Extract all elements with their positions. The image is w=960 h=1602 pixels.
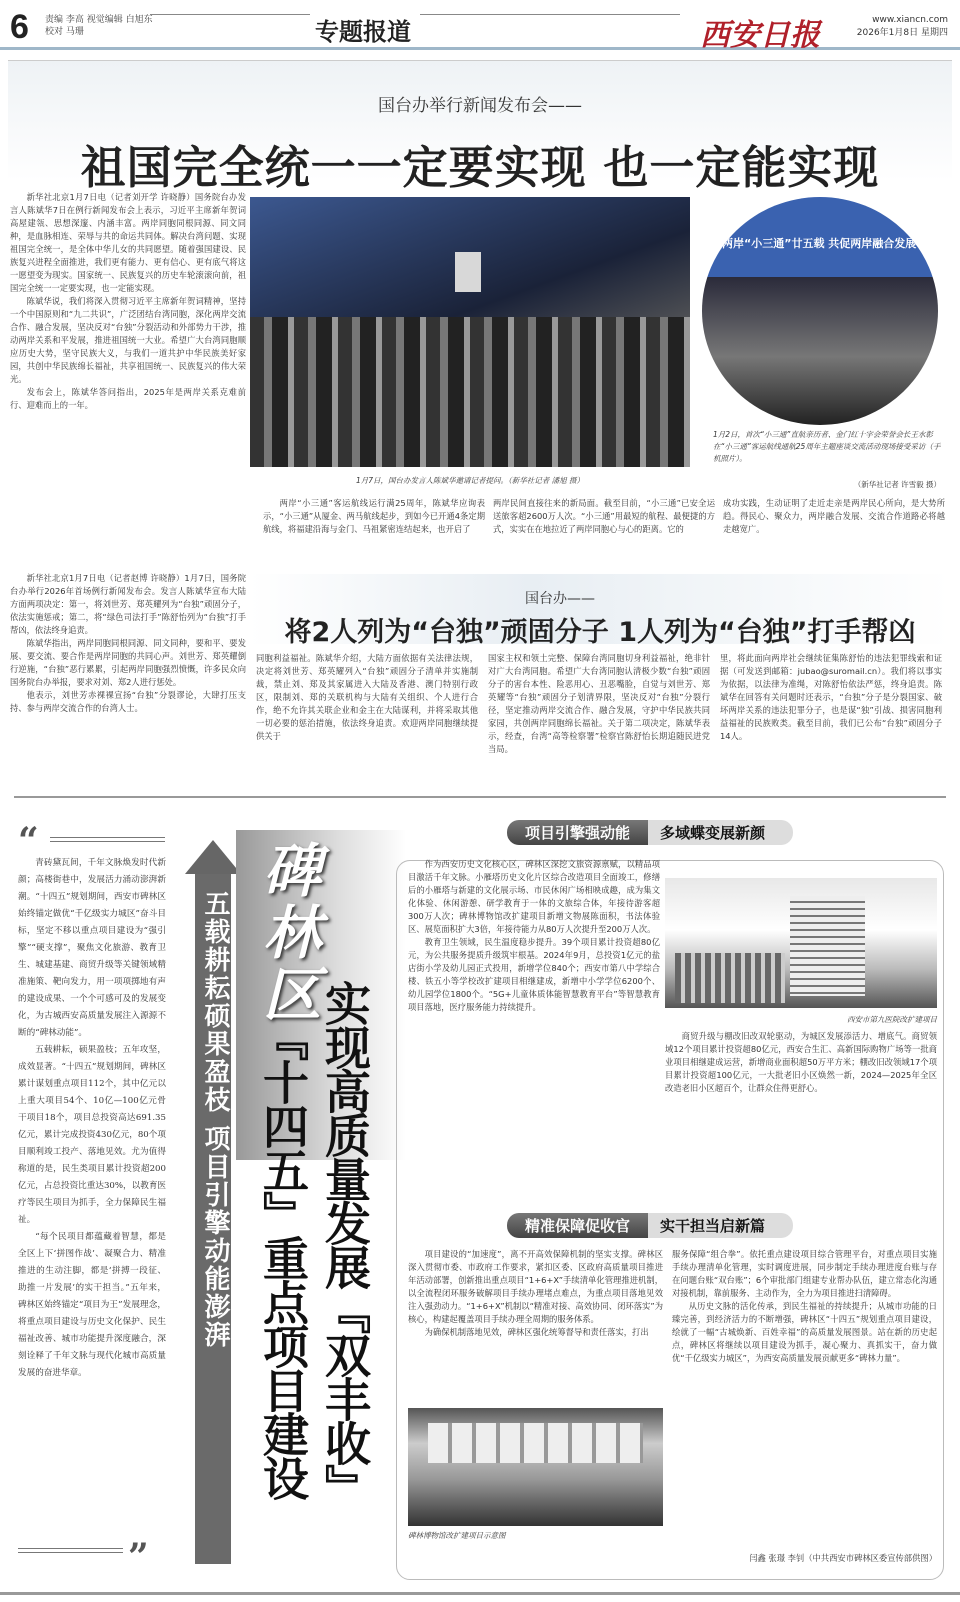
museum-rendering-photo [408,1408,663,1526]
story-2-headline: 将2人列为“台独”顽固分子 1人列为“台独”打手帮凶 [284,617,916,648]
paragraph: 陈斌华说，我们将深入贯彻习近平主席新年贺词精神，坚持一个中国原则和“九二共识”，广泛团结台湾同胞，深化两岸交流合作、融合发展，坚决反对“台独”分裂活动和外部势力干涉，推动两岸关系和平发展，推进祖国统一大业。希望广大台湾同胞顺应历史大势，坚守民族大义，与我们一道共护中华民族美好家园，共创中华民族绵长福祉，共享祖国统一、民族复兴的伟大荣光。 [10,296,246,384]
paragraph: 发布会上，陈斌华答问指出，2025年是两岸关系克难前行、迎难而上的一年。 [10,387,246,410]
story-1-body [10,191,246,537]
heading-label: 项目引擎强动能 [507,820,648,845]
paragraph: 国家主权和领土完整、保障台湾同胞切身利益福祉，绝非针对广大台湾同胞。希望广大台湾同胞认清极少数“台独”顽固分子的害台本性、险恶用心、丑恶嘴脸，自觉与刘世芳、郑英耀等“台独”顽固分子划清界限，坚决反对“台独”分裂行径，坚定推动两岸交流合作、融合发展，守护中华民族共同家园，共创两岸同胞绵长福祉。关于第二项决定，陈斌华表示，经查，台湾“高等检察署”检察官陈舒怡长期追随民进党当局。 [488,653,710,754]
section-heading-2 [507,1213,793,1237]
feature-intro [18,855,166,1535]
paragraph: 项目建设的“加速度”，离不开高效保障机制的坚实支撑。碑林区深入贯彻市委、市政府工作要求，紧扣区委、区政府高质量项目推进年活动部署，创新推出重点项目“1+6+X”手续清单化管理推进机制，以全流程闭环服务破解项目手续办理堵点难点，为重点项目落地见效注入强劲动力。“1+6+X”机制以“精准对接、高效协同、闭环落实”为核心，构建起覆盖项目手续办理全周期的服务体系。 [408,1249,663,1324]
paragraph: 新华社北京1月7日电（记者赵博 许晓静）1月7日，国务院台办举行2026年首场例行新闻发布会。发言人陈斌华宣布大陆方面两项决定：第一，将刘世芳、郑英耀列为“台独”顽固分子，依法实施惩戒；第二，将“绿色司法打手”陈舒怡列为“台独”打手帮凶，依法终身追责。 [10,573,246,635]
district-name: 碑林区 [253,840,321,1026]
circle-photo [702,197,938,425]
credits [45,14,153,38]
quote-close-icon: ” [128,1536,149,1578]
paragraph: 商贸升级与棚改旧改双轮驱动，为城区发展添活力、增底气。商贸领域12个项目累计投资超80亿元，西安合生汇、高新国际购物广场等一批商业项目相继建成运营，新增商业面积超50万平方米；棚改旧改领域17个项目累计投资超100亿元，一大批老旧小区焕然一新，2024—2025年全区改造老旧小区超百个，让群众住得更舒心。 [665,1031,937,1093]
story-1-kicker: 国台办举行新闻发布会—— [378,96,582,116]
paragraph: 同胞利益福祉。陈斌华介绍，大陆方面依据有关法律法规，决定将刘世芳、郑英耀列入“台独”顽固分子清单并实施制裁，禁止刘、郑及其家属进入大陆及香港、澳门特别行政区，限制刘、郑的关联机构与大陆有关组织、个人进行合作，绝不允许其关联企业和金主在大陆谋利，并将采取其他一切必要的惩治措施，依法终身追责。欢迎两岸同胞继续提供关于 [256,653,478,741]
story-1-lower-col [723,497,945,543]
heading-label: 实干担当启新篇 [648,1213,793,1238]
press-conference-photo [250,197,690,467]
paragraph: “每个民项目都蕴藏着智慧，都是全区上下‘拼图作战’、凝聚合力、精准推进的生动注脚，都是‘拼搏一段征、助推一片发展’的实干担当。”五年来，碑林区始终锚定“项目为王”发展理念，将重点项目建设与历史文化保护、民生福祉改善、城市功能提升深度融合，深刻诠释了千年文脉与现代化城市高质量发展的奋进华章。 [18,1232,166,1378]
paragraph: 青砖黛瓦间，千年文脉焕发时代新颜；高楼街巷中，发展活力涌动澎湃新潮。“十四五”规划期间，西安市碑林区始终锚定做优“千亿级实力城区”奋斗目标，坚定不移以重点项目建设为“强引擎”“硬支撑”，聚焦文化旅游、教育卫生、城建基建、商贸升级等关键领域精准施策、靶向发力，用一项项掷地有声的建设成果、一个个可感可及的发展变化，为古城西安高质量发展注入源源不断的“碑林动能”。 [18,858,166,1038]
heading-label: 多域蝶变展新颜 [648,820,793,845]
paragraph: 成功实践，生动证明了走近走亲是两岸民心所向，是大势所趋。得民心、聚众力，两岸融合发展、交流合作道路必将越走越宽广。 [723,498,945,534]
paragraph: 两岸民间直接往来的新局面。截至目前，“小三通”已安全运送旅客超2600万人次。“小三通”用最短的航程、最便捷的方式，实实在在地拉近了两岸同胞心与心的距离。它的 [493,498,715,534]
divider [14,796,946,798]
paragraph: 陈斌华指出，两岸同胞同根同源、同文同种，要和平、要发展、要交流、要合作是两岸同胞的共同心声。刘世芳、郑英耀倒行逆施，“台独”恶行累累，引起两岸同胞强烈愤慨，许多民众向国务院台办举报，要求对刘、郑2人进行惩处。 [10,638,246,687]
circle-photo-banner: 两岸“小三通”廿五载 共促两岸融合发展 [722,237,917,250]
photo-caption: 西安市第九医院改扩建项目 [847,1015,937,1024]
paragraph: 为确保机制落地见效，碑林区强化统筹督导和责任落实，打出 [424,1327,649,1337]
paragraph: 他表示，刘世芳赤裸裸宣扬“台独”分裂谬论，大肆打压支持、参与两岸交流合作的台湾人士。 [10,690,246,713]
hospital-photo [665,878,937,1008]
story-2 [8,562,952,762]
quote-open-icon: “ [18,820,39,862]
paragraph: 里，将此面向两岸社会继续征集陈舒怡的违法犯罪线索和证据（可发送到邮箱：jubao@suromail.cn）。我们将以事实为依据，以法律为准绳，对陈舒怡依法严惩，终身追责。陈斌华在回答有关问题时还表示，“台独”分子是分裂国家、破坏两岸关系的违法犯罪分子，也是谋“独”引战、损害同胞利益福祉的民族败类。截至目前，我们已公布“台独”顽固分子14人。 [720,653,942,741]
paragraph: 作为西安历史文化核心区，碑林区深挖文旅资源禀赋，以精品项目激活千年文脉。小雁塔历史文化片区综合改造项目全面竣工，修缮后的小雁塔与新建的文化展示场、市民休闲广场相映成趣，成为集文化体验、休闲游憩、研学教育于一体的文旅综合体，年接待游客超300万人次；碑林博物馆改扩建项目新增文物展陈面积，书法体验区、展览面积扩大3倍，年接待能力从80万人次提升至200万人次。 [408,859,660,934]
photo-caption: 碑林博物馆改扩建项目示意图 [408,1531,506,1540]
header-rule [150,14,310,15]
feature-title-b: 『十四五』重点项目建设 [256,1015,310,1499]
section-2-left [408,1248,663,1403]
photo-caption: 1月7日，国台办发言人陈斌华邀请记者提问。（新华社记者 潘旭 摄） [355,476,585,485]
credits-editors: 责编 李高 视觉编辑 白旭东 [45,15,153,25]
website-url[interactable]: www.xiancn.com [872,15,948,25]
paragraph: 教育卫生领域，民生温度稳步提升。39个项目累计投资超80亿元，为公共服务提质升级筑牢根基。2024年9月，总投资1亿元的盐店街小学及幼儿园正式投用，新增学位840个；西安市第八中学综合楼、铁五小等学校改扩建项目相继建成，新增中小学学位6200个、幼儿园学位1800个。“5G+儿童体质体能智慧教育平台”等智慧教育项目落地，医疗服务能力持续提升。 [408,937,660,1012]
page-header [0,0,960,53]
issue-date: 2026年1月8日 星期四 [856,28,948,38]
story-2-col [720,652,942,760]
feature-side-title: 五载耕耘硕果盈枝 项目引擎动能澎湃 [200,890,230,1350]
section-2-right [672,1248,937,1548]
quote-rule [18,1548,123,1553]
circle-photo-caption: 1月2日，首次“小三通”直航亲历者、金门红十字会荣誉会长王水彰在“小三通”客运航线通航25周年主题座谈交流活动现场接受采访（手机照片）。 [713,430,941,463]
paragraph: 两岸“小三通”客运航线运行满25周年，陈斌华应询表示，“小三通”从厦金、两马航线起步，到如今已开通4条定期航线，将福建沿海与金门、马祖紧密连结起来，也开启了 [263,498,485,534]
paragraph: 新华社北京1月7日电（记者刘开学 许晓静）国务院台办发言人陈斌华7日在例行新闻发布会上表示，习近平主席新年贺词高屋建瓴、思想深邃、内涵丰富。两岸同胞同根同源、同文同种，是血脉相连、荣辱与共的命运共同体。解决台湾问题、实现祖国完全统一，是全体中华儿女的共同愿望。随着强国建设、民族复兴进程全面推进，我们更有能力、更有信心、更有底气将这一愿望变为现实。国家统一、民族复兴的历史车轮滚滚向前，祖国完全统一一定要实现，也一定能实现。 [10,192,246,293]
header-info [857,14,948,40]
circle-photo-credit: （新华社记者 许雪毅 摄） [853,480,941,489]
section-1-text-2 [665,1030,937,1210]
header-rule [420,14,680,15]
paragraph: 服务保障“组合拳”。依托重点建设项目综合管理平台，对重点项目实施手续办理清单化管理，实时调度进展，同步制定手续办理进度台账与存在问题台账“双台账”；6个审批部门组建专业帮办队伍，建立常态化沟通对接机制，靠前服务、主动作为，全力为项目推进扫清障碍。 [672,1249,937,1298]
page-number: 6 [10,8,29,46]
section-title: 专题报道 [315,18,411,46]
story-1-lower-col [493,497,715,543]
credits-proofreader: 校对 马珊 [45,27,84,37]
arrow-up-icon [185,840,241,874]
quote-rule [50,837,165,842]
section-1-text [408,858,660,1054]
heading-label: 精准保障促收官 [507,1213,648,1238]
story-2-kicker: 国台办—— [525,591,595,607]
section-heading-1 [507,820,793,844]
story-2-left [10,572,246,760]
paragraph: 五载耕耘，硕果盈枝；五年攻坚，成效显著。“十四五”规划期间，碑林区累计谋划重点项目112个，其中亿元以上重大项目54个、10亿—100亿元骨干项目18个，项目总投资高达691.35亿元，累计完成投资430亿元，80个项目顺利竣工投产、落地见效。尤为值得称道的是，民生类项目累计投资超200亿元，占总投资比重达30%，以教育医疗等民生项目为抓手，全力保障民生福祉。 [18,1045,166,1225]
byline: 闫鑫 张璟 李钊（中共西安市碑林区委宣传部供图） [749,1553,937,1563]
story-2-col [256,652,478,760]
story-1-lower-col [263,497,485,543]
story-1-headline: 祖国完全统一一定要实现 也一定能实现 [80,141,880,194]
feature-title-a: 实现高质量发展『双丰收』 [318,980,372,1508]
newspaper-logo: 西安日报 [700,18,820,53]
bottom-rule [0,1592,960,1595]
feature-section [0,800,960,1590]
paragraph: 从历史文脉的活化传承，到民生福祉的持续提升；从城市功能的日臻完善，到经济活力的不断增强，碑林区“十四五”规划重点项目建设，绘就了一幅“古城焕新、百姓幸福”的高质量发展图景。站在新的历史起点，碑林区将继续以项目建设为抓手，凝心聚力、真抓实干，奋力做优“千亿级实力城区”，为西安高质量发展贡献更多“碑林力量”。 [672,1301,937,1363]
story-2-col [488,652,710,760]
story-1 [8,60,952,550]
